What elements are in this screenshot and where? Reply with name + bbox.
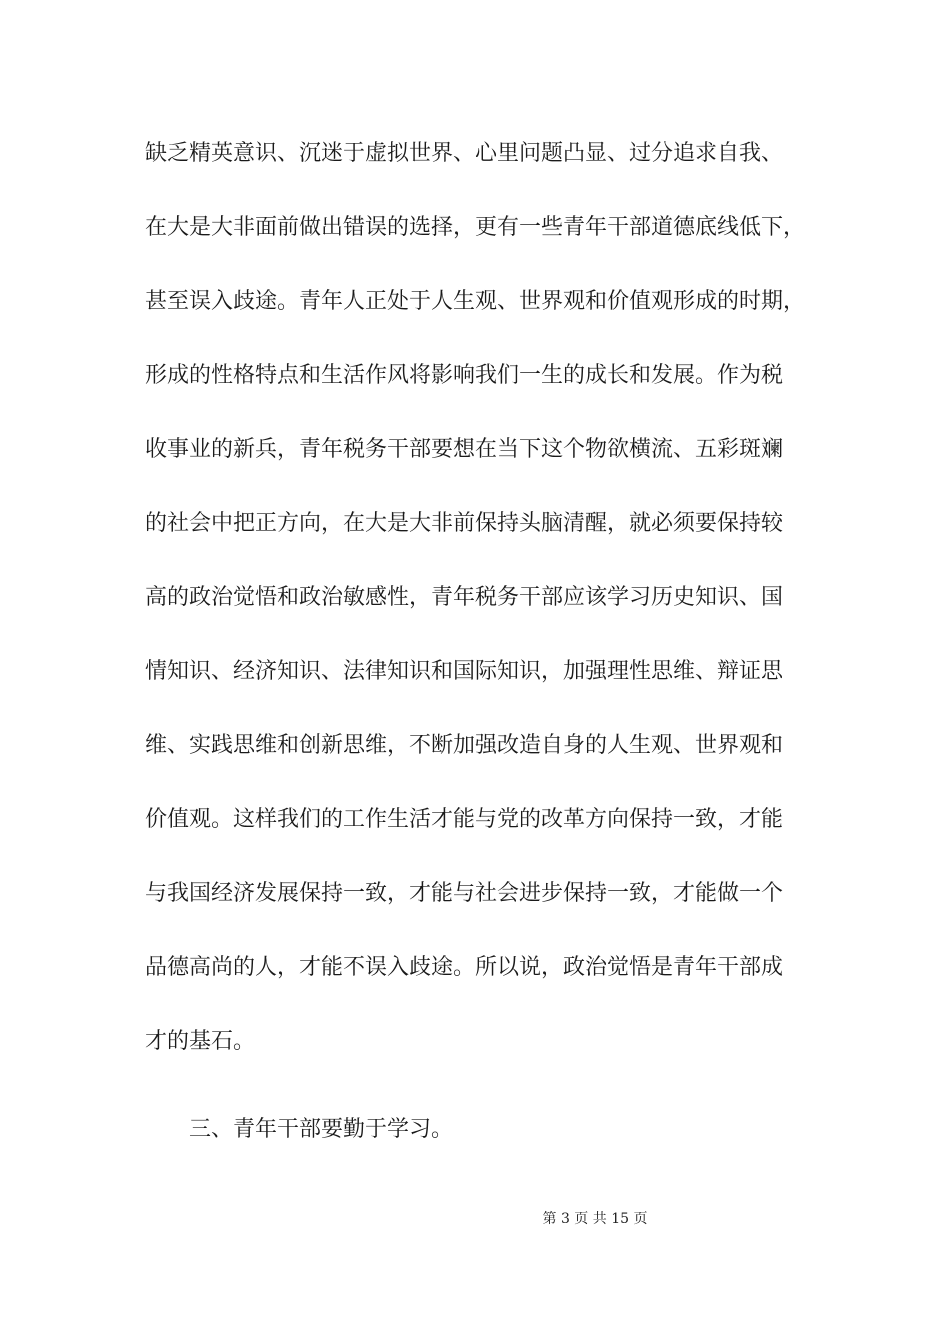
body-paragraph [145,132,845,1094]
section-heading: 三、青年干部要勤于学习。 [189,1117,454,1142]
paragraph-line: 形成的性格特点和生活作风将影响我们一生的成长和发展。作为税 [145,363,784,388]
paragraph-line: 情知识、经济知识、法律知识和国际知识，加强理性思维、辩证思 [145,659,784,684]
paragraph-line: 才的基石。 [145,1029,256,1054]
paragraph-line: 在大是大非面前做出错误的选择，更有一些青年干部道德底线低下， [145,215,806,240]
paragraph-line: 缺乏精英意识、沉迷于虚拟世界、心里问题凸显、过分追求自我、 [145,141,784,166]
paragraph-line: 与我国经济发展保持一致，才能与社会进步保持一致，才能做一个 [145,881,784,906]
paragraph-line: 高的政治觉悟和政治敏感性，青年税务干部应该学习历史知识、国 [145,585,784,610]
page-number-footer: 第 3 页 共 15 页 [542,1211,648,1227]
paragraph-line: 价值观。这样我们的工作生活才能与党的改革方向保持一致，才能 [145,807,784,832]
paragraph-line: 的社会中把正方向，在大是大非前保持头脑清醒，就必须要保持较 [145,511,784,536]
paragraph-line: 甚至误入歧途。青年人正处于人生观、世界观和价值观形成的时期， [145,289,806,314]
paragraph-line: 收事业的新兵，青年税务干部要想在当下这个物欲横流、五彩斑斓 [145,437,784,462]
paragraph-line: 维、实践思维和创新思维，不断加强改造自身的人生观、世界观和 [145,733,784,758]
paragraph-line: 品德高尚的人，才能不误入歧途。所以说，政治觉悟是青年干部成 [145,955,784,980]
